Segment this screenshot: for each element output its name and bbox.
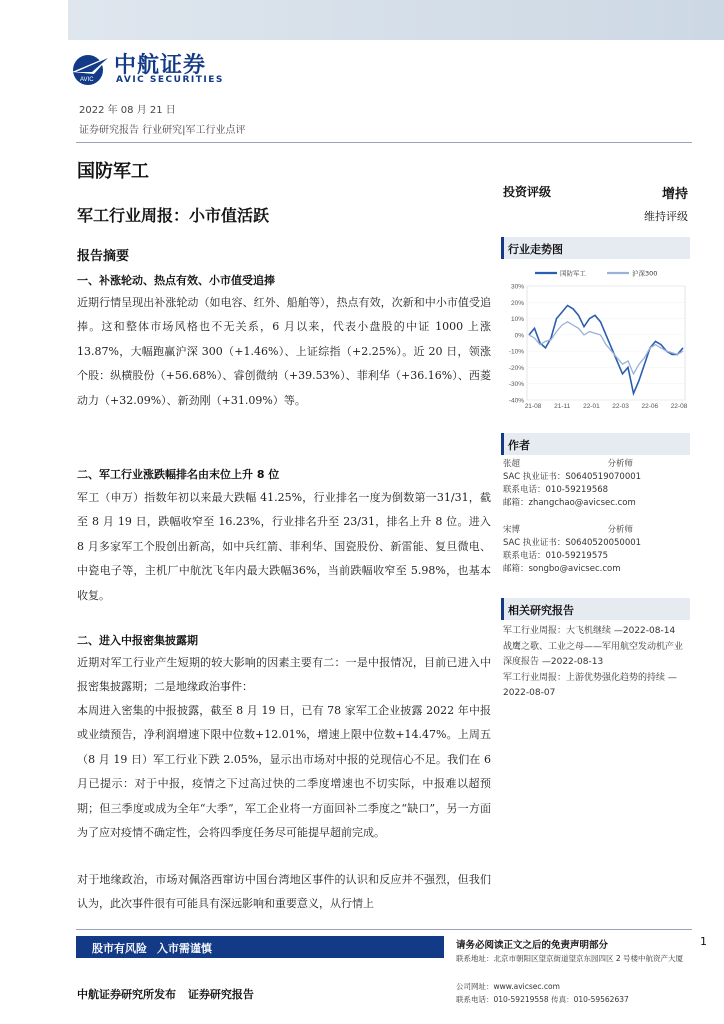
section-body-3b: 本周进入密集的中报披露，截至 8 月 19 日，已有 78 家军工企业披露 2022 年中报或业绩预告，净利润增速下限中位数+12.01%，增速上限中位数+14.47%。上周五（8 月 19 日）军工行业下跌 2.05%，显示出市场对中报的兑现信心不足。我们在 6 月已提示：对于中报，疫情之下过高过快的二季度增速也不切实际，中报难以超预期；但三季度或成为全年“大季”，军工企业将一方面回补二季度之“缺口”，另一方面为了应对疫情不确定性，会将四季度任务尽可能提早超前完成。 — [77, 704, 491, 840]
x-tick-label: 21-11 — [554, 403, 571, 410]
y-tick-label: -30% — [508, 381, 524, 389]
company-address: 联系地址：北京市朝阳区望京街道望京东园四区 2 号楼中航资产大厦 — [456, 954, 684, 963]
related-report-item[interactable]: 军工行业周报：上游优势强化趋势的持续 —2022-08-07 — [503, 672, 677, 698]
y-tick-label: -10% — [508, 348, 524, 356]
avic-logo-icon — [70, 48, 112, 88]
report-title: 军工行业周报：小市值活跃 — [77, 206, 270, 225]
author-phone: 联系电话：010-59219568 — [503, 485, 609, 495]
related-heading: 相关研究报告 — [501, 598, 690, 620]
plot-frame — [527, 286, 685, 400]
section-body-1: 近期行情呈现出补涨轮动（如电容、红外、船舶等），热点有效，次新和中小市值受追捧。这和整体市场风格也不无关系，6 月以来，代表小盘股的中证 1000 上涨 13.87%，大幅跑赢沪深 300（+1.46%）、上证综指（+2.25%）。近 20 日，领涨个股：纵横股份（+56.68%）、睿创微纳（+39.53%）、菲利华（+36.16%）、西菱动力（+32.09%）、新劲刚（+31.09%）等。 — [77, 296, 491, 407]
author-block-1 — [503, 458, 693, 510]
series-line-2 — [529, 322, 683, 374]
trend-heading: 行业走势图 — [501, 237, 690, 259]
y-tick-label: -20% — [508, 364, 524, 372]
author-name: 宋博 — [503, 525, 521, 535]
x-tick-label: 22-06 — [641, 403, 659, 410]
author-role: 分析师 — [607, 459, 633, 469]
page-number: 1 — [700, 935, 707, 948]
legend-label: 国防军工 — [560, 269, 586, 278]
author-sac: SAC 执业证书：S0640519070001 — [503, 472, 642, 482]
author-email[interactable]: 邮箱：songbo@avicsec.com — [503, 564, 621, 574]
section-heading-1: 一、补涨轮动、热点有效、小市值受追捧 — [77, 274, 275, 287]
publisher-line: 中航证券研究所发布 证券研究报告 — [77, 988, 254, 1001]
section-heading-3: 二、进入中报密集披露期 — [77, 634, 198, 647]
x-tick-label: 21-08 — [524, 403, 542, 410]
author-email[interactable]: 邮箱：zhangchao@avicsec.com — [503, 498, 636, 508]
section-body-3c: 对于地缘政治，市场对佩洛西窜访中国台湾地区事件的认识和反应并不强烈，但我们认为，此次事件很有可能具有深远影响和重要意义，从行情上 — [77, 873, 491, 911]
report-date: 2022 年 08 月 21 日 — [79, 105, 176, 116]
header-divider — [76, 142, 692, 143]
y-tick-label: -40% — [508, 397, 524, 405]
logo-chinese-name: 中航证券 — [114, 53, 207, 78]
author-heading: 作者 — [501, 433, 690, 455]
y-tick-label: 30% — [510, 283, 524, 291]
section-body-2: 军工（申万）指数年初以来最大跌幅 41.25%，行业排名一度为倒数第一31/31，截至 8 月 19 日，跌幅收窄至 16.23%，行业排名升至 23/31，排名上升 8 位。进入 8 月多家军工个股创出新高，如中兵红箭、菲利华、国瓷股份、新雷能、复旦微电、中瓷电子等，主机厂中航沈飞年内最大跌幅36%，当前跌幅收窄至 5.98%，也基本收复。 — [77, 491, 491, 602]
risk-warning-bar: 股市有风险 入市需谨慎 — [76, 936, 444, 958]
x-tick-label: 22-01 — [583, 403, 600, 410]
author-name: 张超 — [503, 459, 521, 469]
y-tick-label: 10% — [510, 316, 524, 324]
company-logo — [70, 48, 240, 88]
related-reports-list — [503, 624, 691, 702]
author-phone: 联系电话：010-59219575 — [503, 551, 609, 561]
related-report-item[interactable]: 军工行业周报：大飞机继续 —2022-08-14 — [503, 626, 676, 636]
x-tick-label: 22-08 — [670, 403, 688, 410]
header-band — [68, 0, 724, 40]
footer-divider — [76, 929, 692, 930]
sector-title: 国防军工 — [77, 161, 149, 182]
trend-chart — [501, 262, 690, 412]
rating-value: 增持 — [661, 187, 688, 202]
company-phone: 联系电话：010-59219558 传真：010-59562637 — [456, 995, 629, 1004]
rating-maintained: 维持评级 — [644, 210, 688, 223]
legend-label: 沪深300 — [632, 269, 658, 278]
y-tick-label: 0% — [514, 332, 524, 340]
logo-mark-text: AVIC — [80, 77, 94, 83]
x-tick-label: 22-03 — [612, 403, 629, 410]
related-report-item[interactable]: 战鹰之歌、工业之母——军用航空发动机产业深度报告 —2022-08-13 — [503, 641, 684, 667]
author-sac: SAC 执业证书：S0640520050001 — [503, 538, 642, 548]
abstract-heading: 报告摘要 — [77, 249, 130, 264]
author-block-2 — [503, 524, 693, 576]
section-body-3a: 近期对军工行业产生短期的较大影响的因素主要有二：一是中报情况，目前已进入中报密集披露期；二是地缘政治事件： — [77, 656, 491, 694]
rating-label: 投资评级 — [503, 185, 552, 199]
section-heading-2: 二、军工行业涨跌幅排名由末位上升 8 位 — [77, 468, 280, 481]
y-tick-label: 20% — [510, 299, 524, 307]
trend-chart-svg — [501, 262, 690, 412]
report-category: 证券研究报告 行业研究|军工行业点评 — [79, 125, 246, 136]
disclaimer-notice: 请务必阅读正文之后的免责声明部分 — [456, 940, 609, 951]
logo-english-name: AVIC SECURITIES — [116, 75, 224, 85]
author-role: 分析师 — [607, 525, 633, 535]
company-website[interactable]: 公司网址：www.avicsec.com — [456, 982, 560, 991]
